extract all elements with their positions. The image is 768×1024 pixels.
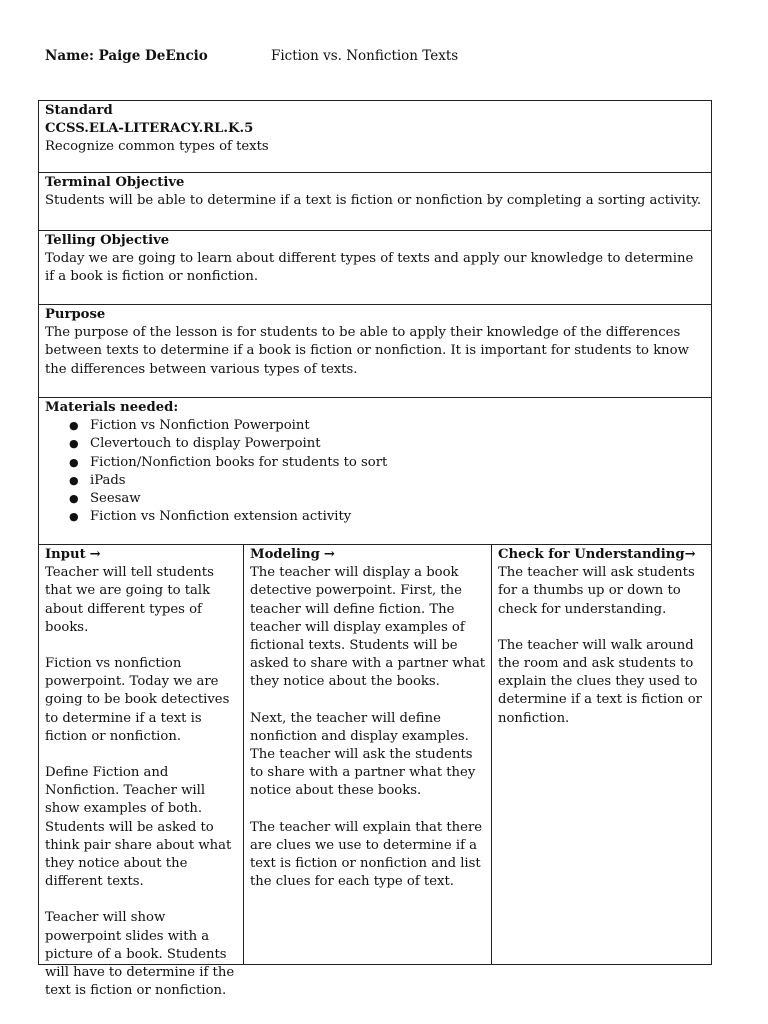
material-label: Fiction/Nonfiction books for students to sort xyxy=(90,454,388,470)
bullet-icon: ● xyxy=(69,455,79,469)
arrow-right-icon: → xyxy=(323,547,335,562)
modeling-paragraph: The teacher will explain that there are clues we use to determine if a text is fiction or nonfiction and list the clues for each type of text. xyxy=(250,819,483,890)
check-heading: Check for Understanding→ xyxy=(498,546,707,564)
input-heading: Input → xyxy=(45,546,239,564)
list-item xyxy=(69,490,705,508)
modeling-paragraph: Next, the teacher will define nonfiction and display examples. The teacher will ask the students to share with a partner what they notice about these books. xyxy=(250,710,476,799)
terminal-objective-section xyxy=(39,173,711,231)
document-title: Fiction vs. Nonfiction Texts xyxy=(271,48,459,64)
standard-text: Recognize common types of texts xyxy=(45,139,269,155)
check-paragraph: The teacher will walk around the room and ask students to explain the clues they used to determine if a text is fiction or nonfiction. xyxy=(498,637,702,726)
modeling-heading: Modeling → xyxy=(250,546,487,564)
materials-heading: Materials needed: xyxy=(45,400,179,415)
arrow-right-icon: → xyxy=(684,547,696,562)
list-item xyxy=(69,417,705,435)
list-item xyxy=(69,435,705,453)
modeling-paragraph: The teacher will display a book detective powerpoint. First, the teacher will define fiction. The teacher will display examples of fictional texts. Students will be asked to share with a partner what they notice about the books. xyxy=(250,565,486,690)
author-name: Name: Paige DeEncio xyxy=(45,48,208,64)
input-paragraph: Fiction vs nonfiction powerpoint. Today we are going to be book detectives to determine if a text is fiction or nonfiction. xyxy=(45,656,230,744)
materials-list xyxy=(45,417,705,526)
input-column xyxy=(39,545,244,999)
material-label: Clevertouch to display Powerpoint xyxy=(90,436,321,452)
input-paragraph: Define Fiction and Nonfiction. Teacher will show examples of both. Students will be asked to think pair share about what they notice about the different texts. xyxy=(45,765,232,890)
material-label: Fiction vs Nonfiction Powerpoint xyxy=(90,418,310,434)
bullet-icon: ● xyxy=(69,492,79,506)
check-paragraph: The teacher will ask students for a thumbs up or down to check for understanding. xyxy=(498,565,695,617)
material-label: Fiction vs Nonfiction extension activity xyxy=(90,509,352,525)
bullet-icon: ● xyxy=(69,510,79,524)
telling-objective-text: Today we are going to learn about different types of texts and apply our knowledge to determine if a book is fiction or nonfiction. xyxy=(45,251,694,285)
terminal-objective-heading: Terminal Objective xyxy=(45,175,185,190)
list-item xyxy=(69,508,705,526)
purpose-heading: Purpose xyxy=(45,307,106,322)
bullet-icon: ● xyxy=(69,437,79,451)
standard-code: CCSS.ELA-LITERACY.RL.K.5 xyxy=(45,121,254,137)
standard-heading: Standard xyxy=(45,103,113,118)
standard-section xyxy=(39,101,711,173)
materials-section xyxy=(39,398,711,545)
material-label: Seesaw xyxy=(90,491,141,507)
input-paragraph: Teacher will show powerpoint slides with a picture of a book. Students will have to determine if the text is fiction or nonfiction. xyxy=(45,910,235,999)
telling-objective-section xyxy=(39,231,711,305)
bullet-icon: ● xyxy=(69,473,79,487)
list-item xyxy=(69,454,705,472)
list-item xyxy=(69,472,705,490)
telling-objective-heading: Telling Objective xyxy=(45,233,170,248)
input-paragraph: Teacher will tell students that we are going to talk about different types of books. xyxy=(45,565,214,635)
terminal-objective-text: Students will be able to determine if a text is fiction or nonfiction by completing a sorting activity. xyxy=(45,193,702,209)
modeling-column xyxy=(244,545,492,964)
instruction-columns xyxy=(39,545,711,999)
purpose-section xyxy=(39,305,711,398)
lesson-plan-table xyxy=(38,100,712,999)
purpose-text: The purpose of the lesson is for students to be able to apply their knowledge of the differences between texts to determine if a book is fiction or nonfiction. It is important for students to know the differences between various types of texts. xyxy=(45,325,689,377)
arrow-right-icon: → xyxy=(89,547,101,562)
check-for-understanding-column xyxy=(492,545,711,964)
material-label: iPads xyxy=(90,472,126,488)
bullet-icon: ● xyxy=(69,419,79,433)
